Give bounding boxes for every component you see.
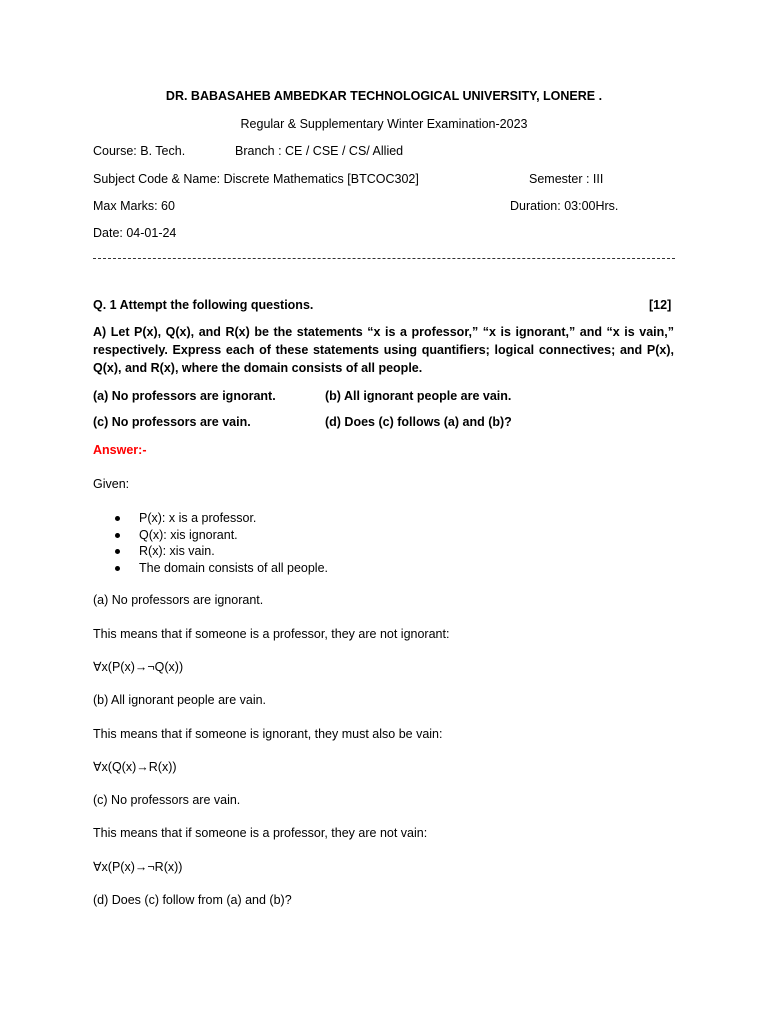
answer-label: Answer:- — [93, 443, 147, 457]
list-item: R(x): xis vain. — [113, 543, 328, 560]
answer-a-formula: ∀x(P(x)→¬Q(x)) — [93, 660, 184, 674]
bullet-icon — [115, 549, 120, 554]
given-list — [113, 510, 328, 576]
separator-line — [93, 258, 675, 259]
option-c: (c) No professors are vain. — [93, 415, 251, 429]
bullet-icon — [115, 533, 120, 538]
answer-a-heading: (a) No professors are ignorant. — [93, 593, 264, 607]
option-b: (b) All ignorant people are vain. — [325, 389, 512, 403]
semester-label: Semester : III — [529, 172, 604, 186]
answer-a-meaning: This means that if someone is a professor, they are not ignorant: — [93, 627, 450, 641]
branch-label: Branch : CE / CSE / CS/ Allied — [235, 144, 404, 158]
list-item: The domain consists of all people. — [113, 560, 328, 577]
answer-c-meaning: This means that if someone is a professor, they are not vain: — [93, 826, 428, 840]
subject-label: Subject Code & Name: Discrete Mathematics [BTCOC302] — [93, 172, 419, 186]
question-part-a: A) Let P(x), Q(x), and R(x) be the statements “x is a professor,” “x is ignorant,” and “x is vain,” respectively. Express each of these statements using quantifiers; logical connectives; and P(x), Q(x), and R(x), where the domain consists of all people. — [93, 325, 674, 375]
answer-c-heading: (c) No professors are vain. — [93, 793, 241, 807]
answer-d-heading: (d) Does (c) follow from (a) and (b)? — [93, 893, 292, 907]
exam-title: Regular & Supplementary Winter Examination-2023 — [240, 117, 528, 131]
bullet-icon — [115, 516, 120, 521]
question-title: Q. 1 Attempt the following questions. — [93, 298, 314, 312]
university-title: DR. BABASAHEB AMBEDKAR TECHNOLOGICAL UNIVERSITY, LONERE . — [165, 89, 603, 103]
option-d: (d) Does (c) follows (a) and (b)? — [325, 415, 512, 429]
list-item: P(x): x is a professor. — [113, 510, 328, 527]
bullet-icon — [115, 566, 120, 571]
date-label: Date: 04-01-24 — [93, 226, 177, 240]
given-label: Given: — [93, 477, 130, 491]
duration-label: Duration: 03:00Hrs. — [510, 199, 619, 213]
question-marks: [12] — [649, 298, 672, 312]
answer-b-heading: (b) All ignorant people are vain. — [93, 693, 267, 707]
answer-c-formula: ∀x(P(x)→¬R(x)) — [93, 860, 183, 874]
max-marks-label: Max Marks: 60 — [93, 199, 175, 213]
answer-b-meaning: This means that if someone is ignorant, they must also be vain: — [93, 727, 443, 741]
answer-b-formula: ∀x(Q(x)→R(x)) — [93, 760, 177, 774]
course-label: Course: B. Tech. — [93, 144, 186, 158]
option-a: (a) No professors are ignorant. — [93, 389, 276, 403]
list-item: Q(x): xis ignorant. — [113, 527, 328, 544]
